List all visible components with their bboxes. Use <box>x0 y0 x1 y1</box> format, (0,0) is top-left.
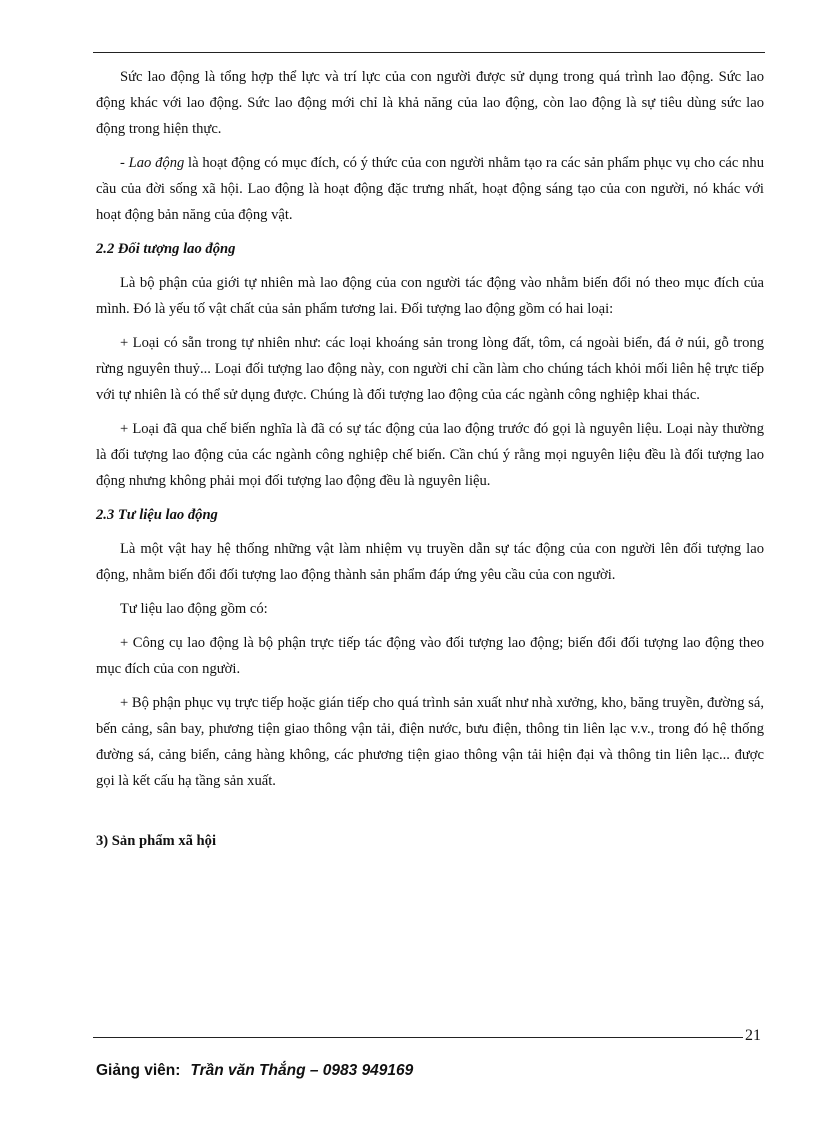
paragraph-2-3-includes: Tư liệu lao động gồm có: <box>120 601 268 617</box>
page-number: 21 <box>745 1027 761 1044</box>
heading-2-3: 2.3 Tư liệu lao động <box>96 507 218 523</box>
paragraph-labor-power: Sức lao động là tổng hợp thể lực và trí lực của con người được sử dụng trong quá trình lao động. Sức lao động khác với lao động. Sức lao động mới chỉ là khả năng của lao động, còn lao động là sự tiêu dùng sức lao động trong hiện thực. <box>96 69 764 137</box>
lecturer-separator: : <box>175 1062 181 1079</box>
paragraph-2-2-processed: + Loại đã qua chế biến nghĩa là đã có sự tác động của lao động trước đó gọi là nguyên liệu. Loại này thường là đối tượng lao động của các ngành công nghiệp chế biến. Cần chú ý rằng mọi nguyên liệu đều là đối tượng lao động nhưng không phải mọi đối tượng lao động đều là nguyên liệu. <box>96 421 764 489</box>
lecturer-label: Giảng viên <box>96 1062 176 1079</box>
paragraph-2-3-tools: + Công cụ lao động là bộ phận trực tiếp tác động vào đối tượng lao động; biến đổi đối tượng lao động theo mục đích của con người. <box>96 635 764 677</box>
header-rule <box>93 52 765 53</box>
paragraph-2-3-infrastructure: + Bộ phận phục vụ trực tiếp hoặc gián tiếp cho quá trình sản xuất như nhà xưởng, kho, băng truyền, đường sá, bến cảng, sân bay, phương tiện giao thông vận tải, điện nước, bưu điện, thông tin liên lạc v.v., trong đó hệ thống đường sá, cảng biển, cảng hàng không, các phương tiện giao thông vận tải hiện đại và thông tin liên lạc... được gọi là kết cấu hạ tầng sản xuất. <box>96 695 764 789</box>
paragraph-labor-definition <box>96 150 764 228</box>
heading-2-2: 2.2 Đối tượng lao động <box>96 241 236 257</box>
paragraph-2-3-intro: Là một vật hay hệ thống những vật làm nhiệm vụ truyền dẫn sự tác động của con người lên đối tượng lao động, nhằm biến đổi đối tượng lao động thành sản phẩm đáp ứng yêu cầu của con người. <box>96 541 764 583</box>
page-content <box>96 64 764 862</box>
footer-lecturer <box>96 1062 413 1080</box>
heading-3: 3) Sản phẩm xã hội <box>96 833 217 849</box>
paragraph-2-2-natural: + Loại có sẵn trong tự nhiên như: các loại khoáng sản trong lòng đất, tôm, cá ngoài biển, đá ở núi, gỗ trong rừng nguyên thuỷ... Loại đối tượng lao động này, con người chỉ cần làm cho chúng tách khỏi mối liên hệ trực tiếp với tự nhiên là có thể sử dụng được. Chúng là đối tượng lao động của các ngành công nghiệp khai thác. <box>96 335 764 403</box>
paragraph-2-2-intro: Là bộ phận của giới tự nhiên mà lao động của con người tác động vào nhằm biến đổi nó theo mục đích của mình. Đó là yếu tố vật chất của sản phẩm tương lai. Đối tượng lao động gồm có hai loại: <box>96 275 764 317</box>
labor-definition-text: là hoạt động có mục đích, có ý thức của con người nhằm tạo ra các sản phẩm phục vụ cho các nhu cầu của đời sống xã hội. Lao động là hoạt động đặc trưng nhất, hoạt động sáng tạo của con người, nó khác với hoạt động bản năng của động vật. <box>96 155 764 223</box>
footer-rule <box>93 1037 743 1038</box>
term-labor: Lao động <box>128 155 185 171</box>
bullet-dash: - <box>120 155 129 171</box>
lecturer-name: Trần văn Thắng – 0983 949169 <box>190 1062 414 1079</box>
